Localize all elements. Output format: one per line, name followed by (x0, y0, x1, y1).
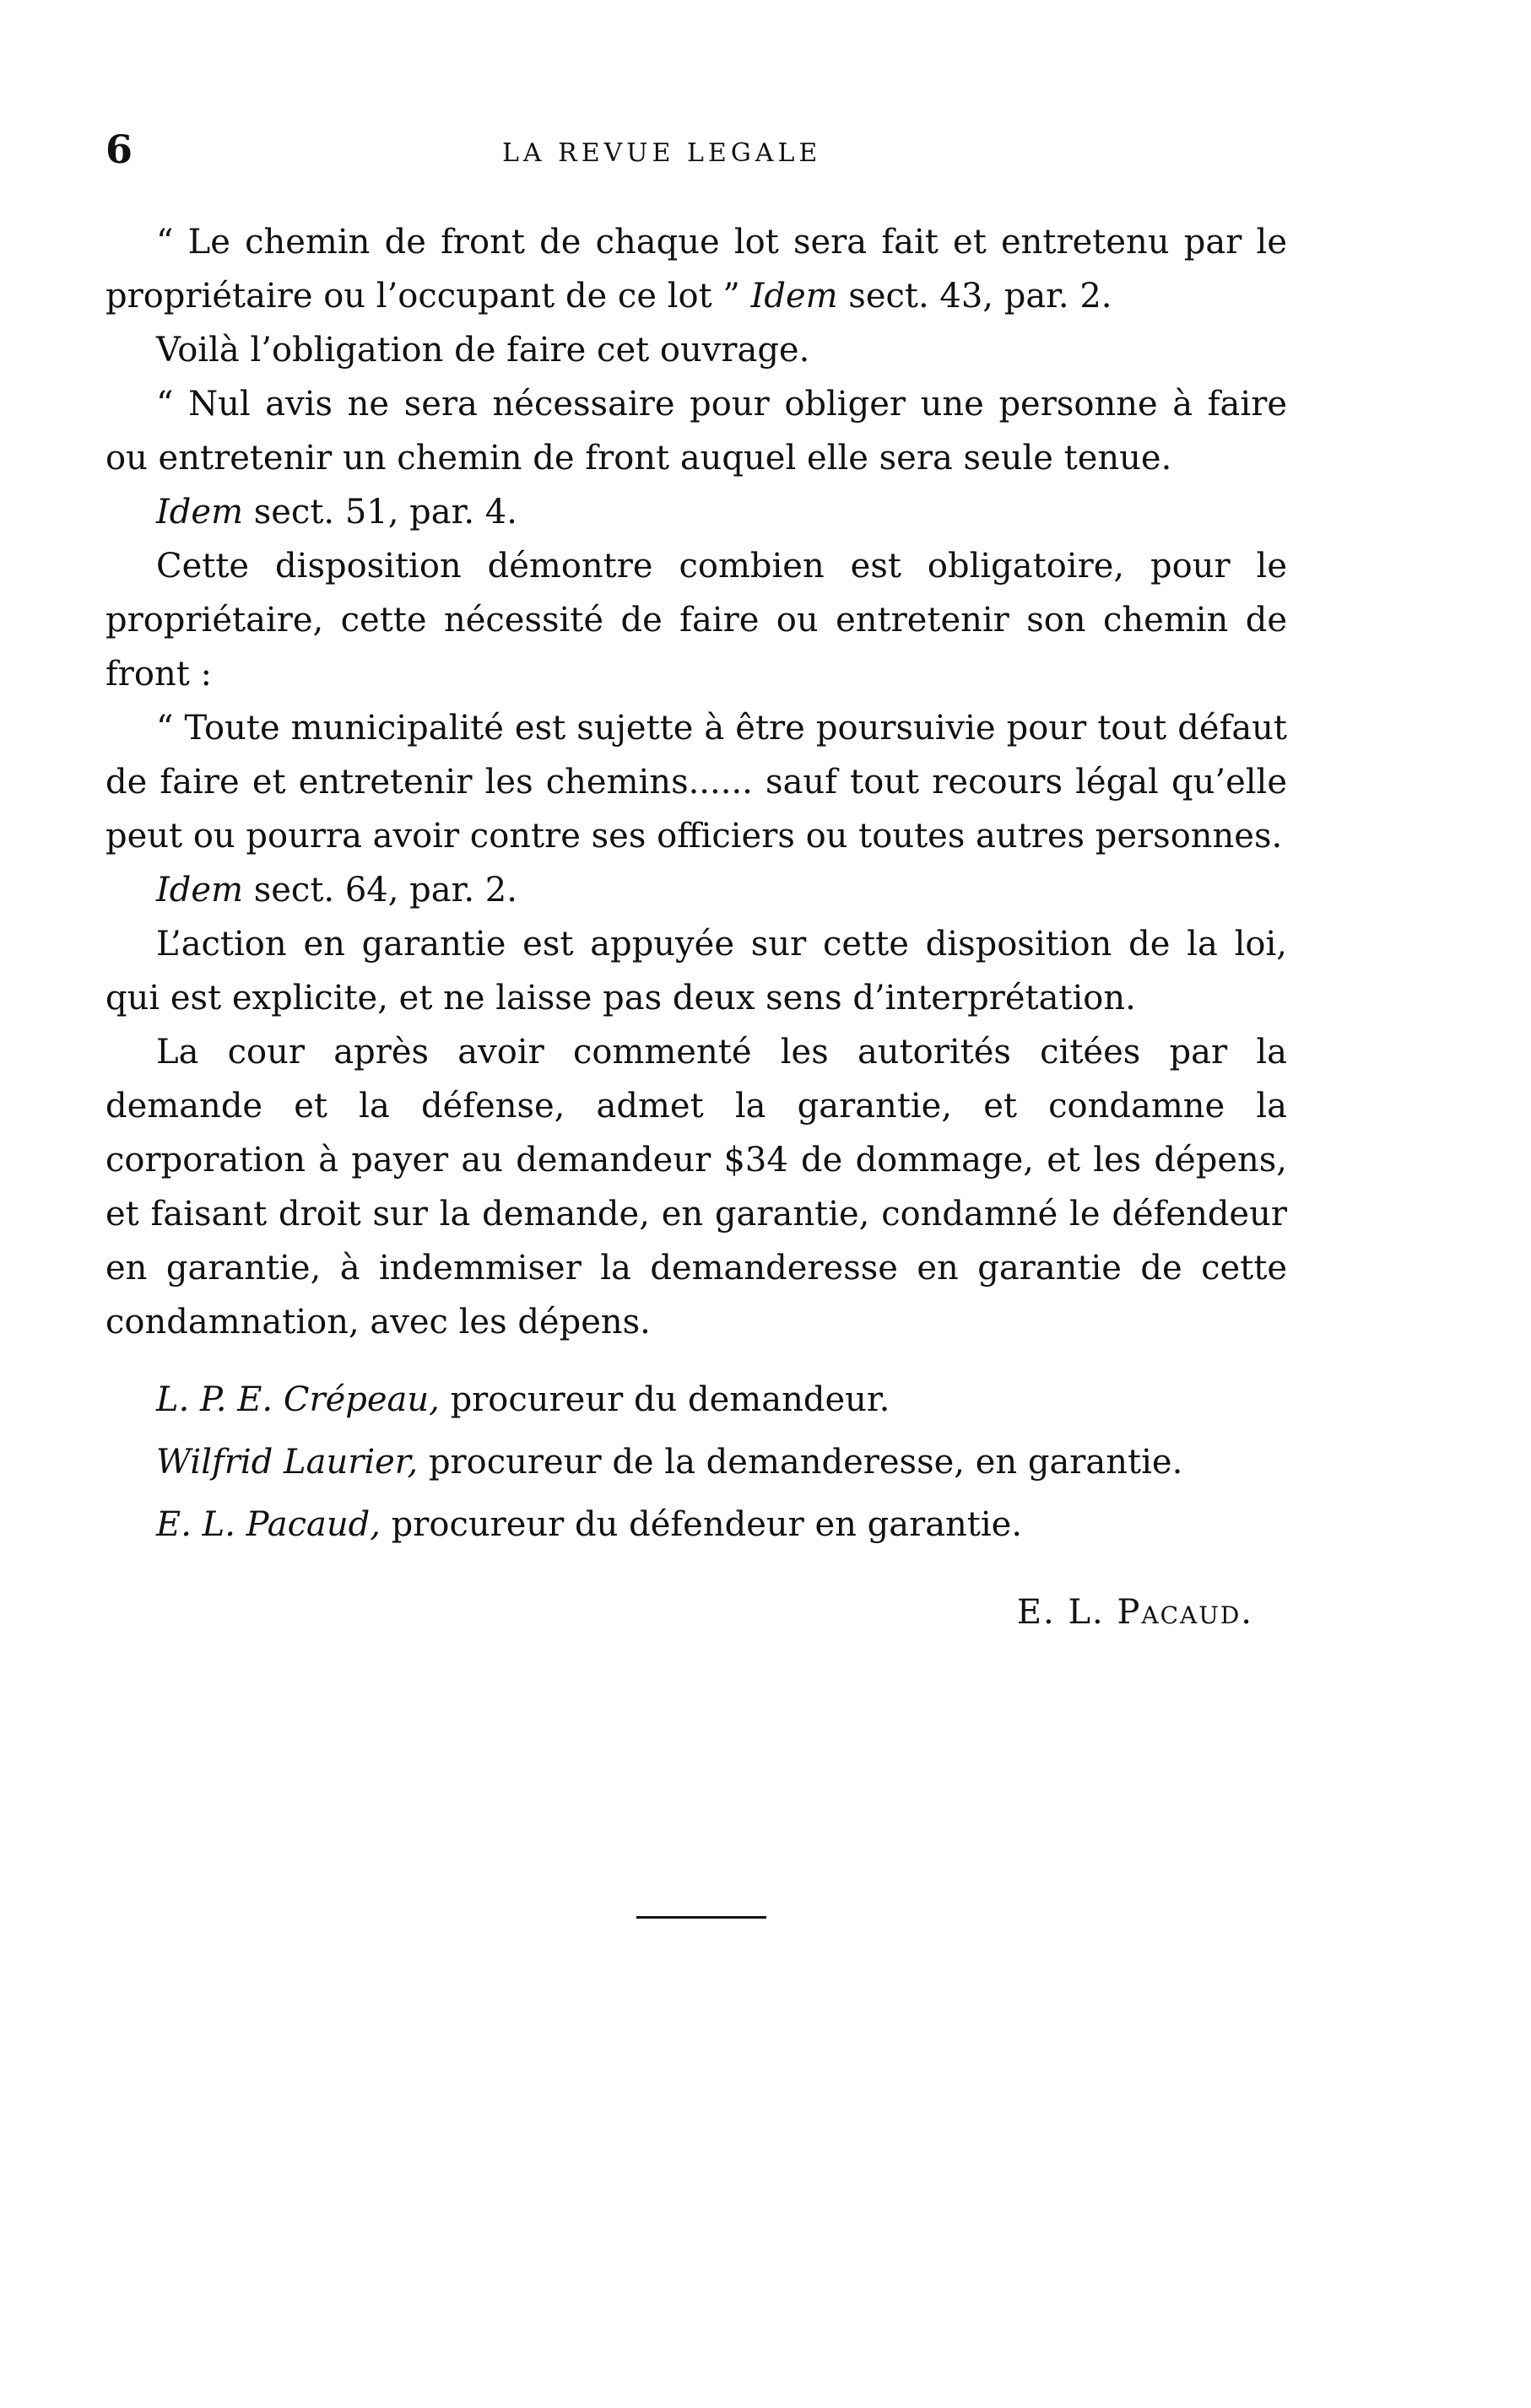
counsel-name: L. P. E. Crépeau, (156, 1380, 440, 1419)
citation-2-text: sect. 51, par. 4. (253, 493, 517, 532)
page-header (105, 127, 1287, 177)
paragraph-quote-2: “ Nul avis ne sera nécessaire pour obliger une personne à faire ou entretenir un chemin de front auquel elle sera seule tenue. (105, 385, 1287, 478)
paragraph-4: Cette disposition démontre combien est obligatoire, pour le propriétaire, cette nécessité de faire ou entretenir son chemin de front : (105, 547, 1287, 694)
paragraph-2: Voilà l’obligation de faire cet ouvrage. (156, 331, 810, 370)
paragraph-quote-1 (105, 215, 1287, 323)
counsel-line (105, 1435, 1287, 1489)
counsel-name: E. L. Pacaud, (156, 1505, 381, 1544)
citation-2 (105, 485, 1287, 539)
reporter-signature: E. L. Pacaud. (1016, 1593, 1253, 1632)
idem-label: Idem (156, 871, 244, 910)
counsel-role: procureur de la demanderesse, en garantie. (428, 1443, 1183, 1482)
quote-1-citation: sect. 43, par. 2. (848, 277, 1112, 316)
counsel-line (105, 1373, 1287, 1427)
page-body (105, 215, 1287, 1639)
paragraph-6: L’action en garantie est appuyée sur cette disposition de la loi, qui est explicite, et ne laisse pas deux sens d’interprétation. (105, 925, 1287, 1018)
counsel-name: Wilfrid Laurier, (156, 1443, 419, 1482)
end-rule (636, 1916, 766, 1919)
idem-label: Idem (156, 493, 244, 532)
citation-3 (105, 863, 1287, 917)
counsel-role: procureur du demandeur. (450, 1380, 890, 1419)
citation-3-text: sect. 64, par. 2. (253, 871, 517, 910)
idem-label: Idem (750, 277, 838, 316)
counsel-line (105, 1498, 1287, 1552)
running-title: LA REVUE LEGALE (502, 138, 822, 168)
paragraph-judgment: La cour après avoir commenté les autorités citées par la demande et la défense, admet la garantie, et condamne la corporation à payer au demandeur $34 de dommage, et les dépens, et faisant droit sur la demande, en garantie, condamné le défendeur en garantie, à indemmiser la demanderesse en garantie de cette condamnation, avec les dépens. (105, 1033, 1287, 1342)
paragraph-quote-3: “ Toute municipalité est sujette à être poursuivie pour tout défaut de faire et entretenir les chemins...... sauf tout recours légal qu’elle peut ou pourra avoir contre ses officiers ou toutes autres personnes. (105, 709, 1287, 856)
counsel-role: procureur du défendeur en garantie. (391, 1505, 1023, 1544)
counsel-list (105, 1373, 1287, 1552)
page-number: 6 (105, 127, 133, 172)
quote-1-text: “ Le chemin de front de chaque lot sera fait et entretenu par le propriétaire ou l’occupant de ce lot ” (105, 223, 1287, 316)
